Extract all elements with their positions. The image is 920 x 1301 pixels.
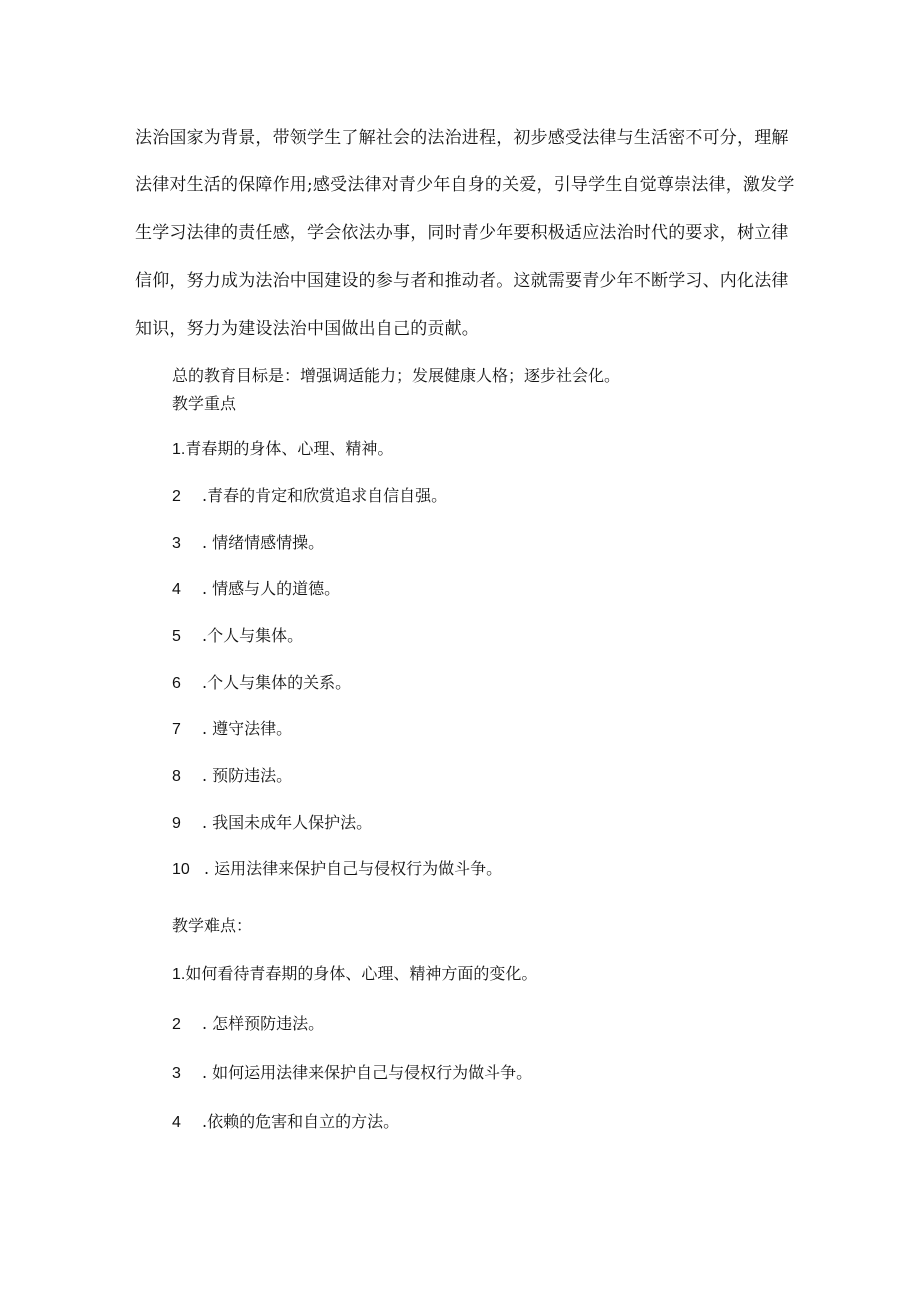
education-goal: 总的教育目标是：增强调适能力；发展健康人格；逐步社会化。 — [172, 366, 621, 385]
key-point-text: . 情绪情感情操。 — [202, 533, 325, 552]
difficulty-text: . 怎样预防违法。 — [202, 1014, 325, 1033]
intro-line-2: 法律对生活的保障作用;感受法律对青少年自身的关爱，引导学生自觉尊崇法律，激发学 — [135, 175, 795, 195]
key-point-text: . 运用法律来保护自己与侵权行为做斗争。 — [204, 859, 503, 878]
key-point-text: 青春期的身体、心理、精神。 — [185, 439, 394, 458]
difficulties-heading: 教学难点： — [172, 916, 253, 935]
key-point-text: .个人与集体的关系。 — [202, 673, 352, 692]
key-point-item — [172, 858, 502, 881]
difficulty-text: .依赖的危害和自立的方法。 — [202, 1112, 400, 1131]
key-point-number: 3 — [172, 535, 181, 552]
difficulty-text: 如何看待青春期的身体、心理、精神方面的变化。 — [185, 964, 538, 983]
key-point-number: 7 — [172, 721, 181, 738]
key-point-item — [172, 438, 393, 461]
key-point-text: . 我国未成年人保护法。 — [202, 813, 373, 832]
key-point-number: 6 — [172, 675, 181, 692]
difficulty-text: . 如何运用法律来保护自己与侵权行为做斗争。 — [202, 1063, 533, 1082]
key-point-item — [172, 532, 324, 555]
key-point-text: . 预防违法。 — [202, 766, 293, 785]
key-point-item — [172, 625, 303, 648]
key-point-item — [172, 718, 292, 741]
difficulty-number: 3 — [172, 1065, 181, 1082]
intro-line-5: 知识，努力为建设法治中国做出自己的贡献。 — [135, 319, 479, 339]
intro-line-1: 法治国家为背景，带领学生了解社会的法治进程，初步感受法律与生活密不可分，理解 — [135, 128, 789, 148]
key-point-text: . 遵守法律。 — [202, 719, 293, 738]
difficulty-item — [172, 1013, 324, 1036]
difficulty-number: 4 — [172, 1114, 181, 1131]
key-point-number: 1. — [172, 441, 186, 458]
key-point-item — [172, 672, 351, 695]
key-point-item — [172, 578, 340, 601]
intro-line-4: 信仰，努力成为法治中国建设的参与者和推动者。这就需要青少年不断学习、内化法律 — [135, 271, 789, 291]
difficulty-number: 2 — [172, 1016, 181, 1033]
difficulty-item — [172, 963, 537, 986]
difficulty-item — [172, 1062, 532, 1085]
key-point-number: 4 — [172, 581, 181, 598]
key-point-text: .个人与集体。 — [202, 626, 304, 645]
key-point-text: . 情感与人的道德。 — [202, 579, 341, 598]
intro-line-3: 生学习法律的责任感，学会依法办事，同时青少年要积极适应法治时代的要求，树立律 — [135, 223, 789, 243]
key-point-item — [172, 485, 447, 508]
key-point-number: 8 — [172, 768, 181, 785]
key-point-text: .青春的肯定和欣赏追求自信自强。 — [202, 486, 448, 505]
key-point-number: 2 — [172, 488, 181, 505]
key-point-number: 5 — [172, 628, 181, 645]
key-point-number: 9 — [172, 815, 181, 832]
key-point-number: 10 — [172, 861, 190, 878]
key-point-item — [172, 765, 292, 788]
key-point-item — [172, 812, 372, 835]
difficulty-item — [172, 1111, 399, 1134]
difficulty-number: 1. — [172, 966, 186, 983]
key-points-heading: 教学重点 — [172, 394, 237, 413]
